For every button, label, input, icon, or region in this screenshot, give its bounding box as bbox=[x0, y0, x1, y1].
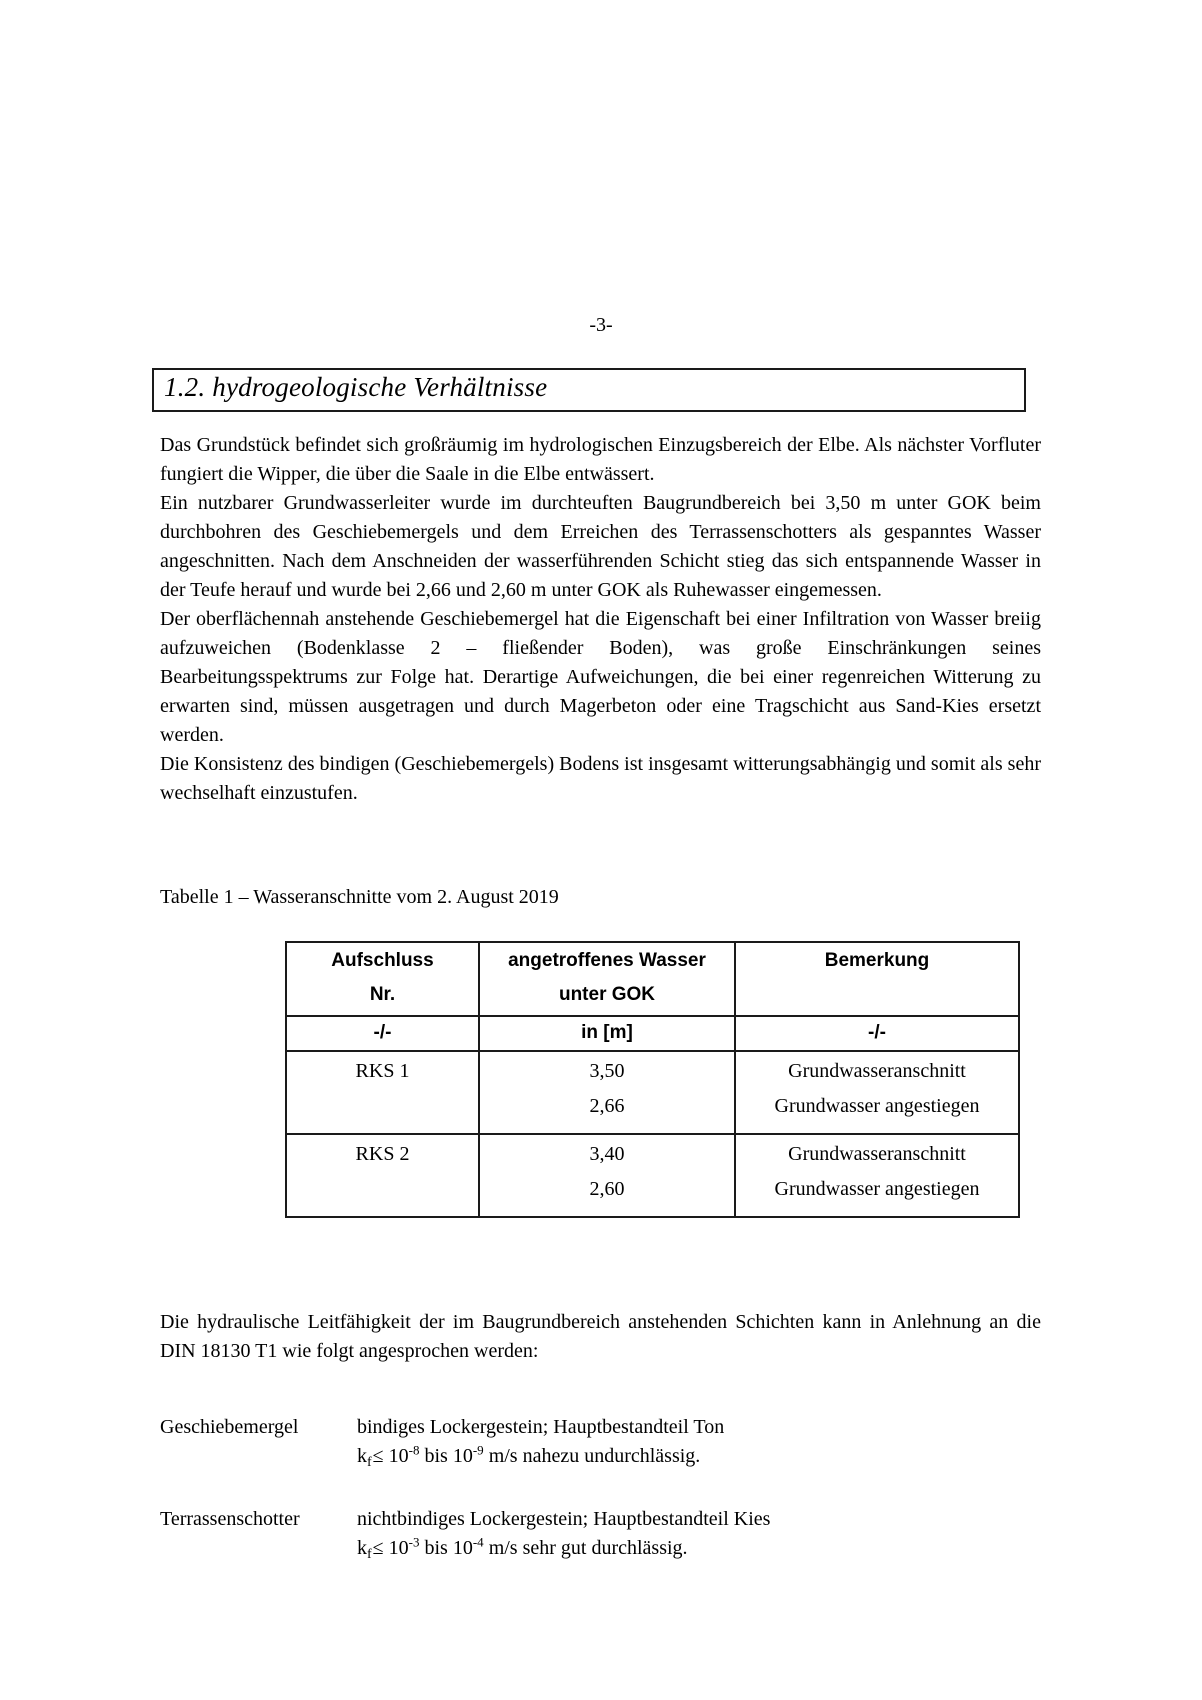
term-terrassenschotter: Terrassenschotter bbox=[160, 1508, 300, 1530]
rks1-depth-1: 3,50 bbox=[589, 1060, 625, 1082]
rks1-depth-2: 2,66 bbox=[589, 1095, 625, 1117]
header-cell-wasser bbox=[479, 942, 735, 1016]
geschiebemergel-line1: bindiges Lockergestein; Hauptbestandteil Ton bbox=[357, 1416, 725, 1438]
paragraph-geschiebemergel: Der oberflächennah anstehende Geschiebemergel hat die Eigenschaft bei einer Infiltration von Wasser breiig aufzuweichen (Bodenklasse 2 – fließender Boden), was große Einschränkungen seines Bearbeitungsspektrums zur Folge hat. Derartige Aufweichungen, die bei einer regenreichen Witterung zu erwarten sind, müssen ausgetragen und durch Magerbeton oder eine Tragschicht aus Sand-Kies ersetzt werden. bbox=[160, 608, 1041, 746]
kf-operator: ≤ 10 bbox=[372, 1445, 409, 1467]
rks2-depth-1: 3,40 bbox=[589, 1143, 625, 1165]
description-terrassenschotter bbox=[357, 1505, 1041, 1565]
header-bemerkung-empty bbox=[736, 984, 1018, 1006]
rks1-label: RKS 1 bbox=[355, 1060, 410, 1082]
header-nr-label: Nr. bbox=[369, 984, 396, 1005]
cell-rks1-depths bbox=[479, 1051, 735, 1134]
section-heading-box bbox=[152, 368, 1026, 412]
paragraph-konsistenz: Die Konsistenz des bindigen (Geschiebemergels) Bodens ist insgesamt witterungsabhängig und somit als sehr wechselhaft einzustufen. bbox=[160, 753, 1041, 804]
header-bemerkung-label: Bemerkung bbox=[824, 950, 930, 971]
kf-exponent-2: -9 bbox=[472, 1442, 484, 1458]
table-caption: Tabelle 1 – Wasseranschnitte vom 2. August 2019 bbox=[160, 886, 559, 908]
kf-operator: ≤ 10 bbox=[372, 1537, 409, 1559]
kf-symbol: k bbox=[357, 1445, 367, 1467]
kf-exponent-1: -3 bbox=[408, 1534, 420, 1550]
kf-subscript: f bbox=[367, 1546, 372, 1562]
water-table bbox=[285, 941, 1020, 1218]
header-gok-label: unter GOK bbox=[558, 984, 656, 1005]
hydraulic-conductivity-intro: Die hydraulische Leitfähigkeit der im Baugrundbereich anstehenden Schichten kann in Anlehnung an die DIN 18130 T1 wie folgt angesprochen werden: bbox=[160, 1311, 1041, 1362]
units-cell-nr: -/- bbox=[286, 1016, 479, 1051]
cell-rks2-nr bbox=[286, 1134, 479, 1217]
rks2-note-1: Grundwasseranschnitt bbox=[788, 1143, 966, 1165]
description-geschiebemergel bbox=[357, 1413, 1041, 1473]
kf-symbol: k bbox=[357, 1537, 367, 1559]
cell-rks2-notes bbox=[735, 1134, 1019, 1217]
body-text bbox=[160, 431, 1041, 808]
kf-bis: bis 10 bbox=[419, 1537, 473, 1559]
kf-exponent-1: -8 bbox=[408, 1442, 420, 1458]
cell-rks2-depths bbox=[479, 1134, 735, 1217]
kf-tail: m/s sehr gut durchlässig. bbox=[483, 1537, 688, 1559]
paragraph-einzugsbereich: Das Grundstück befindet sich großräumig im hydrologischen Einzugsbereich der Elbe. Als nächster Vorfluter fungiert die Wipper, die über die Saale in die Elbe entwässert. bbox=[160, 434, 1041, 485]
table-row-rks1 bbox=[286, 1051, 1019, 1134]
kf-subscript: f bbox=[367, 1454, 372, 1470]
header-wasser-label: angetroffenes Wasser bbox=[508, 950, 706, 971]
units-cell-bemerkung: -/- bbox=[735, 1016, 1019, 1051]
kf-exponent-2: -4 bbox=[472, 1534, 484, 1550]
term-geschiebemergel: Geschiebemergel bbox=[160, 1416, 299, 1438]
terrassenschotter-kf-line bbox=[357, 1534, 1041, 1565]
terrassenschotter-line1: nichtbindiges Lockergestein; Hauptbestandteil Kies bbox=[357, 1508, 771, 1530]
units-cell-depth: in [m] bbox=[479, 1016, 735, 1051]
definition-terrassenschotter bbox=[160, 1505, 1041, 1565]
header-cell-aufschluss bbox=[286, 942, 479, 1016]
geschiebemergel-kf-line bbox=[357, 1442, 1041, 1473]
rks1-note-1: Grundwasseranschnitt bbox=[788, 1060, 966, 1082]
paragraph-grundwasserleiter: Ein nutzbarer Grundwasserleiter wurde im durchteuften Baugrundbereich bei 3,50 m unter GOK beim durchbohren des Geschiebemergels und dem Erreichen des Terrassenschotters als gespanntes Wasser angeschnitten. Nach dem Anschneiden der wasserführenden Schicht stieg das sich entspannende Wasser in der Teufe herauf und wurde bei 2,66 und 2,60 m unter GOK als Ruhewasser eingemessen. bbox=[160, 492, 1041, 601]
kf-tail: m/s nahezu undurchlässig. bbox=[483, 1445, 701, 1467]
header-cell-bemerkung bbox=[735, 942, 1019, 1016]
table-units-row bbox=[286, 1016, 1019, 1051]
kf-bis: bis 10 bbox=[419, 1445, 473, 1467]
page-number: -3- bbox=[589, 314, 613, 336]
header-aufschluss-label: Aufschluss bbox=[331, 950, 434, 971]
table-row-rks2 bbox=[286, 1134, 1019, 1217]
definition-geschiebemergel bbox=[160, 1413, 1041, 1473]
rks2-label: RKS 2 bbox=[355, 1143, 410, 1165]
table-header-row bbox=[286, 942, 1019, 1016]
cell-rks1-nr bbox=[286, 1051, 479, 1134]
section-heading: 1.2. hydrogeologische Verhältnisse bbox=[164, 372, 548, 402]
rks2-depth-2: 2,60 bbox=[589, 1178, 625, 1200]
rks1-note-2: Grundwasser angestiegen bbox=[774, 1095, 980, 1117]
cell-rks1-notes bbox=[735, 1051, 1019, 1134]
layer-definitions bbox=[160, 1413, 1041, 1565]
rks2-note-2: Grundwasser angestiegen bbox=[774, 1178, 980, 1200]
